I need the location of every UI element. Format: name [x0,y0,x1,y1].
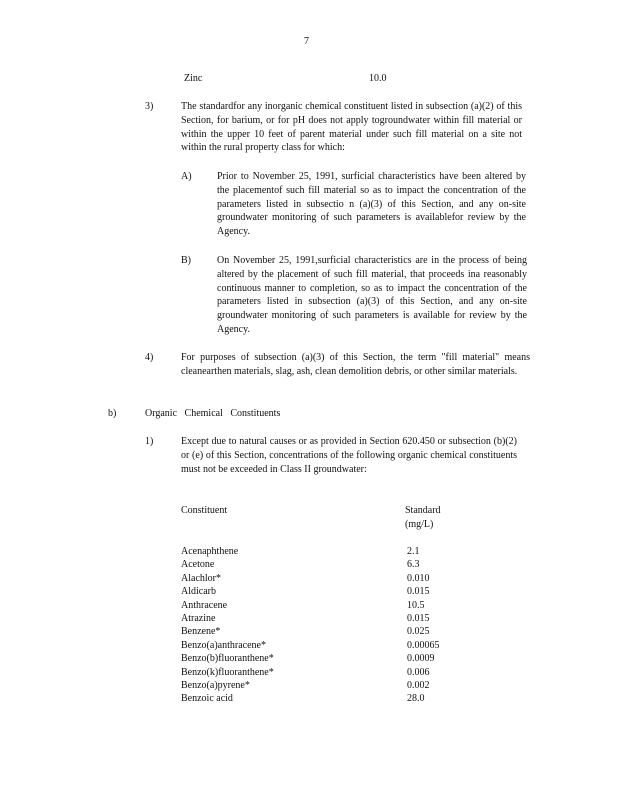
constituent-name: Benzo(b)fluoranthene* [181,653,274,665]
constituent-standard: 0.025 [407,626,430,638]
constituent-standard: 0.010 [407,572,430,584]
zinc-standard: 10.0 [369,73,387,84]
constituent-name: Benzo(a)pyrene* [181,679,250,691]
item-3a-text: Prior to November 25, 1991, surficial characteristics have been altered by the placementof such fill material so as to impact the concentration of the parameters listed in subsectio n (a)(3) of this Section, and any on-site groundwater monitoring of such parameters is availablefor review by the Agency. [217,171,526,238]
constituent-standard: 6.3 [407,559,420,571]
item-3-text: The standardfor any inorganic chemical constituent listed in subsection (a)(2) of this Section, for barium, or for pH does not apply togroundwater within fill material or within the upper 10 feet of parent material under such fill material on a site not within the rural property class for which: [181,101,522,154]
table-header-units: (mg/L) [405,519,434,530]
constituent-standard: 28.0 [407,693,425,705]
constituent-name: Benzene* [181,626,221,638]
constituent-name: Atrazine [181,612,216,624]
constituent-name: Benzo(k)fluoranthene* [181,666,274,678]
constituent-name: Benzo(a)anthracene* [181,639,266,651]
item-b1-label: 1) [145,436,154,447]
constituent-standard: 0.002 [407,679,430,691]
item-3b-text: On November 25, 1991,surficial characteristics are in the process of being altered by the placement of such fill material, that proceeds ina reasonably continuous manner to completion, so as to impact the concentration of the parameters listed in subsection (a)(3) of this Section, and any on-site groundwater monitoring of such parameters is available for review by the Agency. [217,255,527,335]
constituent-standard: 0.015 [407,612,430,624]
item-4-label: 4) [145,352,154,363]
table-header-constituent: Constituent [181,505,228,516]
section-b-label: b) [108,408,117,419]
constituent-standard: 10.5 [407,599,425,611]
constituent-name: Alachlor* [181,572,221,584]
constituent-standard: 0.006 [407,666,430,678]
constituent-standard: 0.00065 [407,639,440,651]
section-b-heading: Organic Chemical Constituents [145,408,281,419]
item-3b-label: B) [181,255,191,266]
constituent-name: Acenaphthene [181,546,239,557]
constituent-standard: 0.0009 [407,653,435,665]
constituent-standard: 0.015 [407,586,430,598]
page-number: 7 [304,36,309,47]
constituent-standard: 2.1 [407,546,420,557]
constituent-name: Aldicarb [181,586,216,598]
zinc-constituent: Zinc [184,73,203,84]
item-b1-text: Except due to natural causes or as provided in Section 620.450 or subsection (b)(2) or (e) of this Section, concentrations of the following organic chemical constituents must not be exceeded in Class II groundwater: [181,436,517,475]
constituent-name: Acetone [181,559,215,571]
constituent-name: Anthracene [181,599,228,611]
item-3-label: 3) [145,101,154,112]
table-header-standard: Standard [405,505,441,516]
item-4-text: For purposes of subsection (a)(3) of this Section, the term "fill material" means cleanearthen materials, slag, ash, clean demolition debris, or other similar materials. [181,352,530,377]
item-3a-label: A) [181,171,192,182]
constituent-name: Benzoic acid [181,693,233,705]
